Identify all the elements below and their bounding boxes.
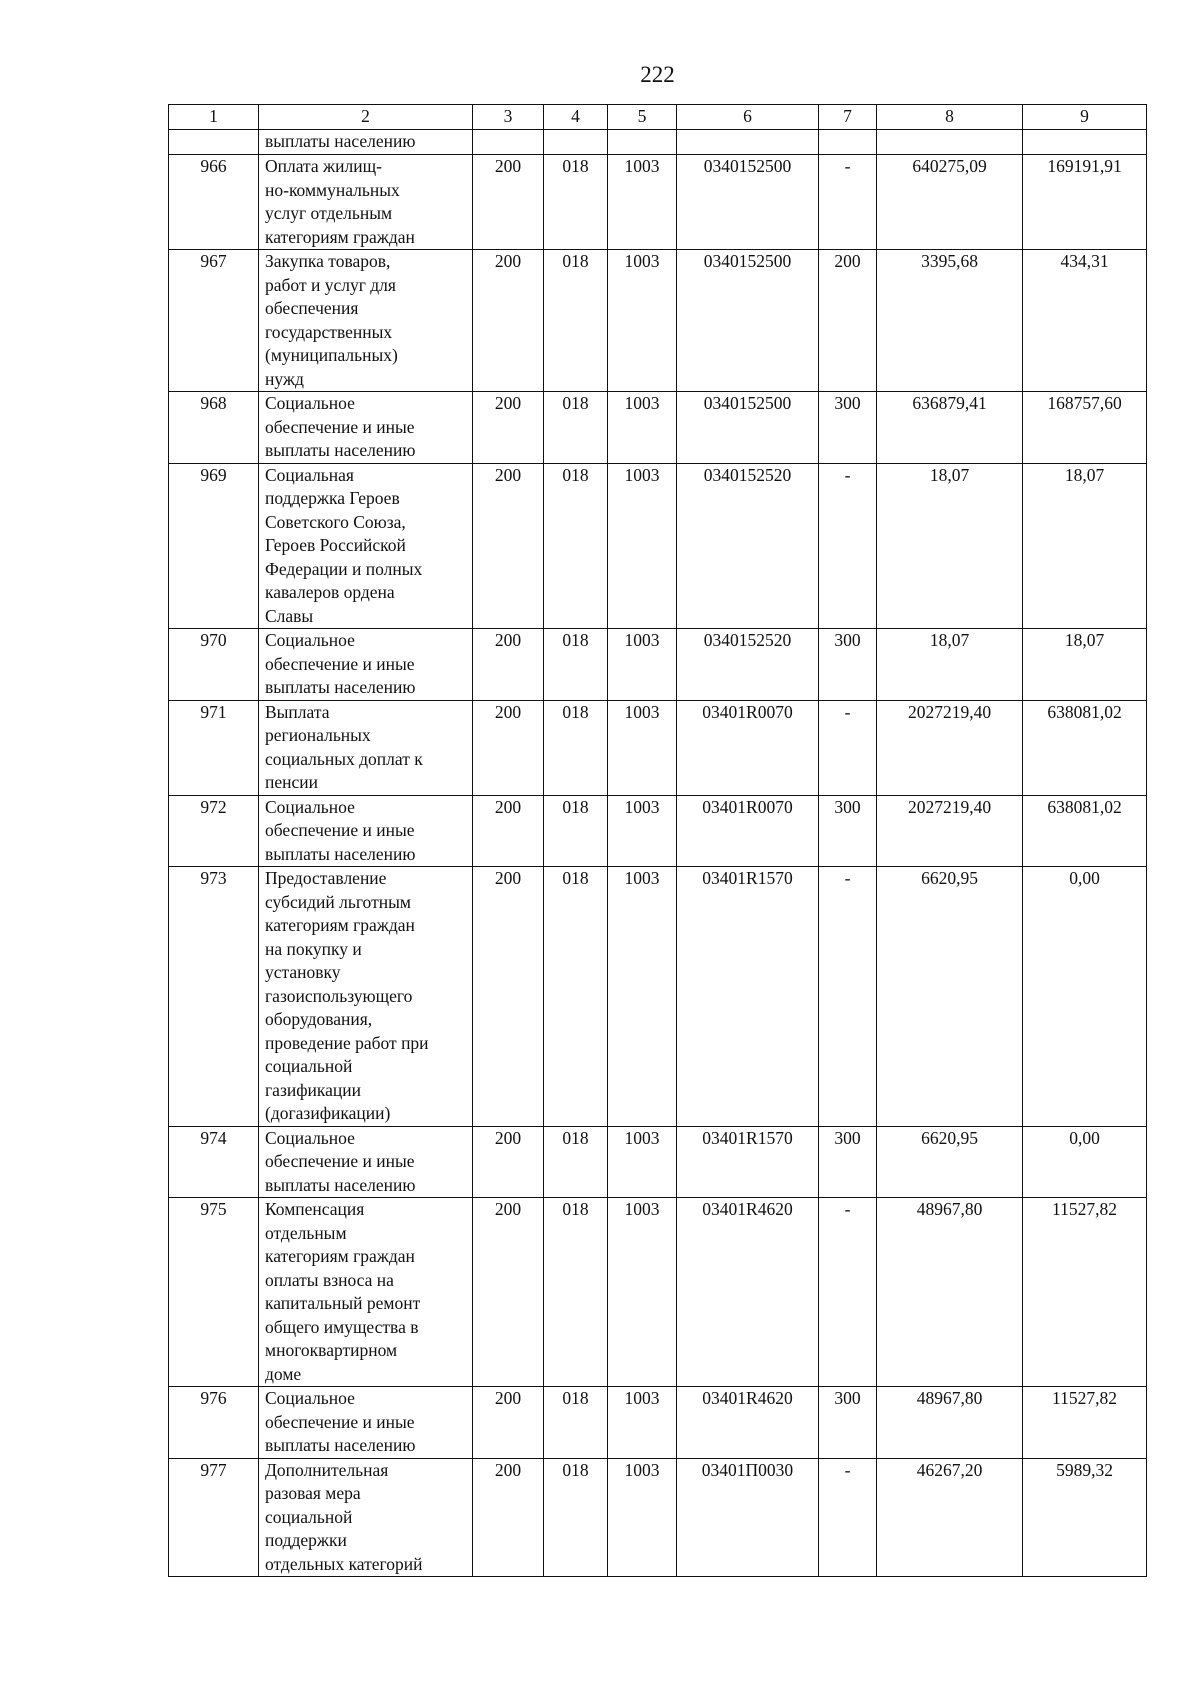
cell-section: 018 <box>544 1126 608 1198</box>
cell-target-article: 03401R4620 <box>677 1387 819 1459</box>
table-row <box>169 1458 1147 1577</box>
column-header-7: 7 <box>819 105 877 130</box>
cell-number: 971 <box>169 700 259 795</box>
column-header-2: 2 <box>259 105 473 130</box>
cell-target-article: 0340152500 <box>677 250 819 392</box>
column-header-3: 3 <box>473 105 544 130</box>
cell-name: Социальное обеспечение и иные выплаты населению <box>259 629 473 701</box>
table-row <box>169 795 1147 867</box>
cell-name: Социальная поддержка Героев Советского Союза, Героев Российской Федерации и полных кавалеров ордена Славы <box>259 463 473 629</box>
cell-section: 018 <box>544 250 608 392</box>
cell-amount-col8: 2027219,40 <box>877 795 1023 867</box>
cell-expense-type: 200 <box>819 250 877 392</box>
cell-ministry: 200 <box>473 629 544 701</box>
cell-number: 972 <box>169 795 259 867</box>
cell-amount-col9: 0,00 <box>1023 867 1147 1127</box>
cell-amount-col9: 18,07 <box>1023 463 1147 629</box>
cell-amount-col8: 6620,95 <box>877 1126 1023 1198</box>
cell-section: 018 <box>544 1198 608 1387</box>
cell-expense-type: - <box>819 1198 877 1387</box>
cell-ministry: 200 <box>473 1387 544 1459</box>
cell-ministry: 200 <box>473 867 544 1127</box>
cell-target-article: 0340152500 <box>677 155 819 250</box>
cell-amount-col9: 0,00 <box>1023 1126 1147 1198</box>
cell-number: 969 <box>169 463 259 629</box>
cell-section: 018 <box>544 795 608 867</box>
cell-expense-type: 300 <box>819 629 877 701</box>
cell-name: выплаты населению <box>259 130 473 155</box>
cell-ministry: 200 <box>473 795 544 867</box>
table-row <box>169 155 1147 250</box>
cell-amount-col9: 5989,32 <box>1023 1458 1147 1577</box>
cell-ministry: 200 <box>473 1126 544 1198</box>
cell-expense-type: 300 <box>819 1126 877 1198</box>
cell-subsection: 1003 <box>608 1198 677 1387</box>
cell-subsection <box>608 130 677 155</box>
cell-amount-col8: 48967,80 <box>877 1198 1023 1387</box>
cell-section: 018 <box>544 867 608 1127</box>
cell-amount-col8: 18,07 <box>877 463 1023 629</box>
cell-ministry: 200 <box>473 700 544 795</box>
table-row <box>169 629 1147 701</box>
cell-number: 970 <box>169 629 259 701</box>
cell-subsection: 1003 <box>608 250 677 392</box>
cell-amount-col8: 6620,95 <box>877 867 1023 1127</box>
cell-ministry: 200 <box>473 463 544 629</box>
cell-number: 975 <box>169 1198 259 1387</box>
table-row <box>169 1198 1147 1387</box>
cell-amount-col9: 434,31 <box>1023 250 1147 392</box>
cell-expense-type: - <box>819 463 877 629</box>
cell-section: 018 <box>544 629 608 701</box>
cell-amount-col8: 18,07 <box>877 629 1023 701</box>
table-row <box>169 392 1147 464</box>
cell-ministry: 200 <box>473 392 544 464</box>
cell-section <box>544 130 608 155</box>
cell-name: Закупка товаров, работ и услуг для обеспечения государственных (муниципальных) нужд <box>259 250 473 392</box>
cell-name: Оплата жилищ- но-коммунальных услуг отдельным категориям граждан <box>259 155 473 250</box>
cell-amount-col8: 3395,68 <box>877 250 1023 392</box>
cell-subsection: 1003 <box>608 392 677 464</box>
cell-target-article: 03401R0070 <box>677 700 819 795</box>
cell-section: 018 <box>544 392 608 464</box>
column-header-4: 4 <box>544 105 608 130</box>
cell-target-article <box>677 130 819 155</box>
cell-number: 968 <box>169 392 259 464</box>
table-row <box>169 1387 1147 1459</box>
header-row <box>169 105 1147 130</box>
cell-expense-type: 300 <box>819 795 877 867</box>
cell-expense-type: - <box>819 867 877 1127</box>
cell-amount-col9: 638081,02 <box>1023 700 1147 795</box>
cell-name: Социальное обеспечение и иные выплаты населению <box>259 795 473 867</box>
cell-amount-col9: 168757,60 <box>1023 392 1147 464</box>
cell-amount-col8: 636879,41 <box>877 392 1023 464</box>
cell-number: 977 <box>169 1458 259 1577</box>
cell-amount-col9: 18,07 <box>1023 629 1147 701</box>
cell-name: Социальное обеспечение и иные выплаты населению <box>259 1126 473 1198</box>
table-body <box>169 130 1147 1577</box>
cell-number: 967 <box>169 250 259 392</box>
cell-amount-col8: 640275,09 <box>877 155 1023 250</box>
cell-section: 018 <box>544 700 608 795</box>
cell-target-article: 03401R4620 <box>677 1198 819 1387</box>
column-header-1: 1 <box>169 105 259 130</box>
page-number: 222 <box>640 62 675 87</box>
cell-subsection: 1003 <box>608 463 677 629</box>
cell-amount-col9: 638081,02 <box>1023 795 1147 867</box>
cell-amount-col8: 46267,20 <box>877 1458 1023 1577</box>
cell-expense-type: - <box>819 700 877 795</box>
column-header-8: 8 <box>877 105 1023 130</box>
cell-amount-col9: 169191,91 <box>1023 155 1147 250</box>
budget-table <box>168 104 1147 1577</box>
cell-subsection: 1003 <box>608 629 677 701</box>
cell-target-article: 0340152500 <box>677 392 819 464</box>
cell-ministry: 200 <box>473 1458 544 1577</box>
cell-expense-type: 300 <box>819 1387 877 1459</box>
cell-name: Выплата региональных социальных доплат к пенсии <box>259 700 473 795</box>
cell-target-article: 0340152520 <box>677 629 819 701</box>
cell-amount-col9 <box>1023 130 1147 155</box>
cell-subsection: 1003 <box>608 1126 677 1198</box>
cell-ministry: 200 <box>473 155 544 250</box>
cell-ministry: 200 <box>473 1198 544 1387</box>
cell-target-article: 03401R1570 <box>677 867 819 1127</box>
column-header-9: 9 <box>1023 105 1147 130</box>
cell-name: Предоставление субсидий льготным категориям граждан на покупку и установку газоиспользующего оборудования, проведение работ при социальной газификации (догазификации) <box>259 867 473 1127</box>
cell-name: Дополнительная разовая мера социальной поддержки отдельных категорий <box>259 1458 473 1577</box>
cell-subsection: 1003 <box>608 155 677 250</box>
cell-subsection: 1003 <box>608 1387 677 1459</box>
cell-name: Социальное обеспечение и иные выплаты населению <box>259 1387 473 1459</box>
cell-subsection: 1003 <box>608 867 677 1127</box>
continuation-row <box>169 130 1147 155</box>
cell-subsection: 1003 <box>608 700 677 795</box>
cell-section: 018 <box>544 1387 608 1459</box>
cell-name: Социальное обеспечение и иные выплаты населению <box>259 392 473 464</box>
table-row <box>169 1126 1147 1198</box>
table-row <box>169 700 1147 795</box>
cell-expense-type: - <box>819 155 877 250</box>
cell-name: Компенсация отдельным категориям граждан оплаты взноса на капитальный ремонт общего имущества в многоквартирном доме <box>259 1198 473 1387</box>
cell-amount-col8: 48967,80 <box>877 1387 1023 1459</box>
cell-expense-type: 300 <box>819 392 877 464</box>
column-header-6: 6 <box>677 105 819 130</box>
cell-amount-col8 <box>877 130 1023 155</box>
table-row <box>169 867 1147 1127</box>
cell-target-article: 03401R1570 <box>677 1126 819 1198</box>
table-row <box>169 250 1147 392</box>
cell-target-article: 03401R0070 <box>677 795 819 867</box>
cell-ministry: 200 <box>473 250 544 392</box>
cell-amount-col9: 11527,82 <box>1023 1387 1147 1459</box>
cell-ministry <box>473 130 544 155</box>
cell-number: 974 <box>169 1126 259 1198</box>
cell-number: 976 <box>169 1387 259 1459</box>
cell-section: 018 <box>544 155 608 250</box>
column-header-5: 5 <box>608 105 677 130</box>
table-row <box>169 463 1147 629</box>
cell-section: 018 <box>544 463 608 629</box>
cell-expense-type: - <box>819 1458 877 1577</box>
cell-section: 018 <box>544 1458 608 1577</box>
cell-number <box>169 130 259 155</box>
cell-number: 973 <box>169 867 259 1127</box>
cell-target-article: 0340152520 <box>677 463 819 629</box>
cell-subsection: 1003 <box>608 1458 677 1577</box>
cell-subsection: 1003 <box>608 795 677 867</box>
cell-amount-col9: 11527,82 <box>1023 1198 1147 1387</box>
cell-number: 966 <box>169 155 259 250</box>
cell-amount-col8: 2027219,40 <box>877 700 1023 795</box>
cell-target-article: 03401П0030 <box>677 1458 819 1577</box>
cell-expense-type <box>819 130 877 155</box>
